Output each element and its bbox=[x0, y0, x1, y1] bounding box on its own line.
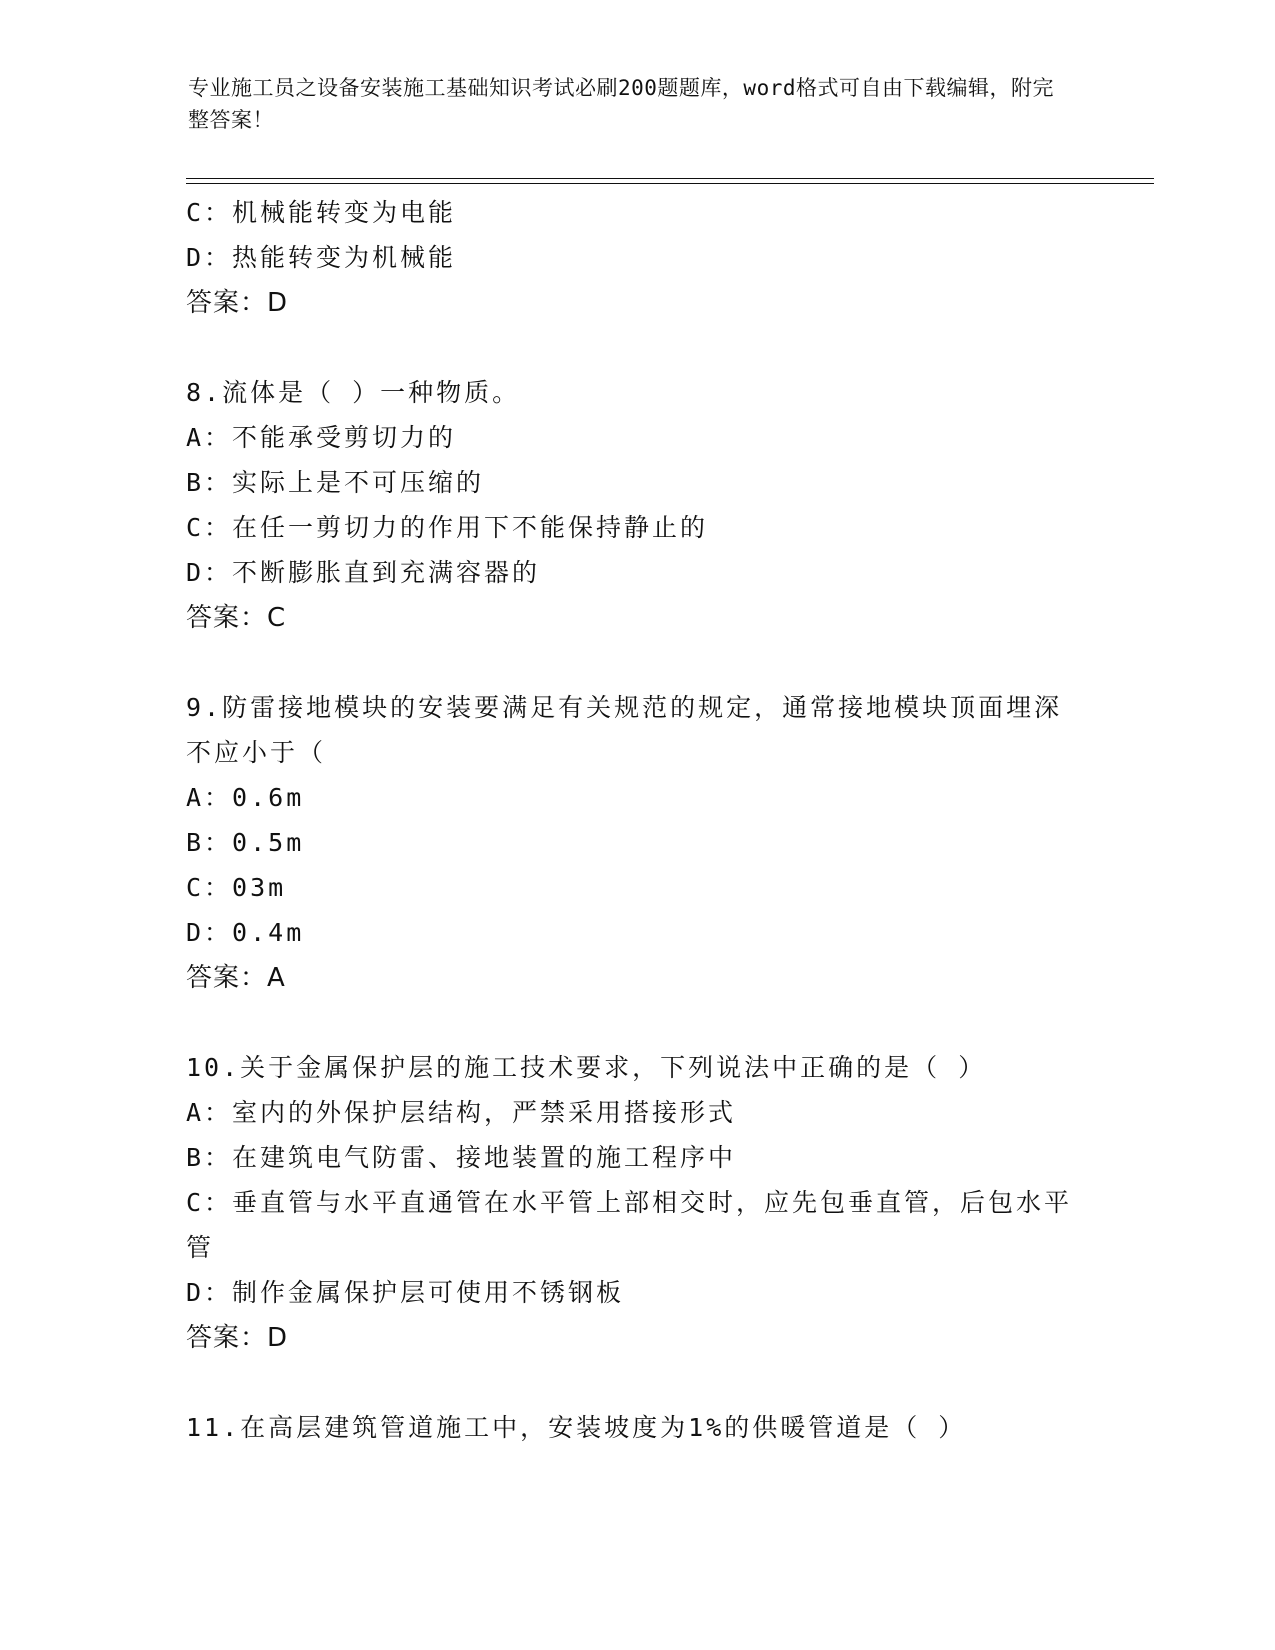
question-11 bbox=[186, 1405, 1086, 1450]
question-10 bbox=[186, 1045, 1086, 1361]
question-9 bbox=[186, 685, 1086, 1001]
document-title: 专业施工员之设备安装施工基础知识考试必刷200题题库，word格式可自由下载编辑，附完整答案！ bbox=[188, 76, 1054, 132]
header-rule-bottom bbox=[186, 183, 1154, 184]
option-c: C：在任一剪切力的作用下不能保持静止的 bbox=[186, 513, 709, 542]
answer-line: 答案：A bbox=[186, 963, 286, 993]
option-d: D：制作金属保护层可使用不锈钢板 bbox=[186, 1278, 625, 1307]
option-d: D：不断膨胀直到充满容器的 bbox=[186, 558, 541, 587]
option-c: C：垂直管与水平直通管在水平管上部相交时，应先包垂直管，后包水平管 bbox=[186, 1188, 1073, 1262]
option-b: B：0.5m bbox=[186, 828, 305, 857]
question-stem: 11.在高层建筑管道施工中，安装坡度为1%的供暖管道是（ ） bbox=[186, 1413, 967, 1442]
spacer bbox=[186, 1361, 1086, 1405]
option-c: C：机械能转变为电能 bbox=[186, 198, 457, 227]
option-b: B：实际上是不可压缩的 bbox=[186, 468, 485, 497]
option-a: A：室内的外保护层结构，严禁采用搭接形式 bbox=[186, 1098, 737, 1127]
answer-line: 答案：C bbox=[186, 603, 287, 633]
document-body bbox=[186, 190, 1086, 1450]
spacer bbox=[186, 1001, 1086, 1045]
option-d: D：热能转变为机械能 bbox=[186, 243, 457, 272]
option-c: C：03m bbox=[186, 873, 287, 902]
question-stem: 8.流体是（ ）一种物质。 bbox=[186, 378, 521, 407]
answer-line: 答案：D bbox=[186, 1323, 289, 1353]
question-stem: 10.关于金属保护层的施工技术要求，下列说法中正确的是（ ） bbox=[186, 1053, 987, 1082]
question-7-partial bbox=[186, 190, 1086, 326]
question-8 bbox=[186, 370, 1086, 641]
page-header bbox=[188, 72, 1068, 136]
question-stem: 9.防雷接地模块的安装要满足有关规范的规定，通常接地模块顶面埋深不应小于（ bbox=[186, 693, 1063, 767]
option-b: B：在建筑电气防雷、接地装置的施工程序中 bbox=[186, 1143, 737, 1172]
spacer bbox=[186, 641, 1086, 685]
option-d: D：0.4m bbox=[186, 918, 305, 947]
spacer bbox=[186, 326, 1086, 370]
answer-line: 答案：D bbox=[186, 288, 289, 318]
option-a: A：0.6m bbox=[186, 783, 305, 812]
option-a: A：不能承受剪切力的 bbox=[186, 423, 457, 452]
header-rule-top bbox=[186, 178, 1154, 179]
